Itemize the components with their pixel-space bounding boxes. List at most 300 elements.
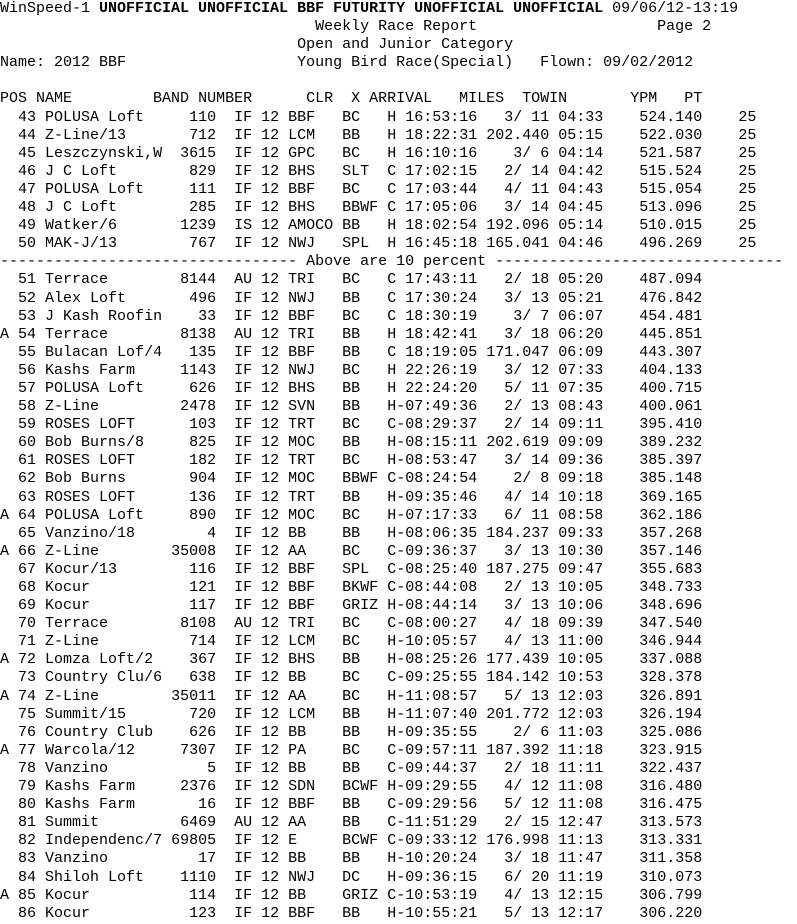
cell-clr: BC [342, 271, 388, 289]
cell-name: Bob Burns/8 [45, 434, 163, 452]
cell-miles: 3/ 14 [486, 452, 550, 470]
cell-pt [729, 760, 756, 777]
cell-pt [729, 706, 756, 723]
cell-clr: BC [342, 633, 388, 651]
cell-x: C- [387, 560, 406, 578]
cell-miles: 2/ 15 [486, 814, 550, 832]
cell-pt [729, 778, 756, 795]
cell-number: IF 12 BB [234, 669, 334, 687]
cell-pos: 76 [9, 723, 37, 741]
cell-name: Vanzino/18 [45, 524, 163, 542]
cell-clr: BC [342, 307, 388, 325]
cell-towin: 05:20 [558, 271, 604, 289]
table-row [0, 760, 797, 778]
cell-clr: BB [342, 524, 388, 542]
cell-flag [0, 235, 9, 252]
cell-x: C [387, 343, 406, 361]
cell-ypm: 337.088 [621, 651, 703, 669]
cell-flag: A [0, 741, 10, 759]
cell-name: Country Club [45, 723, 163, 741]
table-row [0, 344, 797, 362]
cell-flag [0, 597, 9, 614]
table-row [0, 145, 797, 163]
cell-miles: 4/ 13 [486, 633, 550, 651]
cell-miles: 2/ 14 [486, 162, 550, 180]
cell-miles: 165.041 [486, 235, 550, 253]
cell-flag [0, 163, 9, 180]
table-row [0, 688, 797, 706]
table-row [0, 905, 797, 923]
table-row [0, 127, 797, 145]
cell-clr: BB [342, 651, 388, 669]
cell-arrival: 08:00:27 [405, 615, 478, 633]
cell-x: C [387, 307, 406, 325]
column-header-band: BAND [153, 90, 199, 108]
cell-clr: BB [342, 488, 388, 506]
report-header-line-3 [0, 36, 797, 54]
cell-miles: 187.275 [486, 560, 550, 578]
cell-ypm: 347.540 [621, 615, 703, 633]
cell-name: Alex Loft [45, 289, 163, 307]
cell-towin: 11:11 [558, 759, 604, 777]
table-row [0, 271, 797, 289]
cell-towin: 10:53 [558, 669, 604, 687]
table-row [0, 470, 797, 488]
cell-miles: 2/ 13 [486, 579, 550, 596]
cell-pos: 56 [9, 361, 37, 379]
cell-ypm: 326.194 [621, 705, 703, 723]
cell-number: IF 12 BHS [234, 651, 334, 669]
cell-pos: 63 [9, 488, 37, 506]
cell-band: 8138 [171, 325, 217, 343]
cell-x: H- [387, 651, 406, 669]
cell-towin: 05:21 [558, 289, 604, 307]
cell-towin: 12:03 [558, 705, 604, 723]
page-number: Page 2 [657, 18, 712, 36]
cell-clr: BC [342, 506, 388, 524]
cell-clr: BB [342, 814, 388, 832]
table-row [0, 724, 797, 742]
cell-name: Z-Line [45, 398, 163, 416]
cell-ypm: 313.573 [621, 814, 703, 832]
table-row [0, 109, 797, 127]
cell-arrival: 08:15:11 [405, 434, 478, 452]
cell-flag [0, 633, 9, 650]
cell-ypm: 322.437 [621, 759, 703, 777]
cell-number: AU 12 TRI [234, 271, 334, 289]
table-row [0, 633, 797, 651]
cell-pt: 25 [729, 199, 757, 217]
cell-arrival: 18:22:31 [405, 126, 478, 144]
table-row [0, 398, 797, 416]
cell-clr: BC [342, 108, 388, 126]
cell-band: 17 [171, 850, 217, 868]
cell-pt [729, 452, 756, 469]
cell-pt [729, 742, 756, 759]
cell-x: H [387, 325, 406, 343]
cell-number: IF 12 BB [234, 723, 334, 741]
cell-number: IF 12 BBF [234, 904, 334, 922]
cell-pos: 62 [9, 470, 37, 488]
cell-pos: 69 [9, 597, 37, 615]
separator-label: Above are 10 percent [306, 253, 487, 271]
cell-flag [0, 724, 9, 741]
report-datetime: 09/06/12-13:19 [612, 0, 739, 17]
cell-towin: 10:05 [558, 579, 604, 596]
cell-ypm: 445.851 [621, 325, 703, 343]
cell-arrival: 17:05:06 [405, 199, 478, 217]
cell-pos: 78 [9, 759, 37, 777]
cell-number: IF 12 BBF [234, 343, 334, 361]
cell-name: J Kash Roofin [45, 307, 163, 325]
cell-band: 8108 [171, 615, 217, 633]
cell-pos: 74 [9, 687, 37, 705]
cell-miles: 184.237 [486, 524, 550, 542]
cell-miles: 3/ 7 [486, 307, 550, 325]
table-row [0, 525, 797, 543]
cell-x: C [387, 289, 406, 307]
table-row [0, 380, 797, 398]
cell-towin: 04:33 [558, 108, 604, 126]
cell-ypm: 357.146 [621, 542, 703, 560]
cell-x: H- [387, 687, 406, 705]
cell-flag [0, 109, 9, 126]
cell-x: H [387, 217, 406, 235]
cell-pos: 64 [9, 506, 37, 524]
cell-arrival: 09:44:37 [405, 759, 478, 777]
cell-towin: 11:08 [558, 796, 604, 814]
cell-arrival: 10:05:57 [405, 633, 478, 651]
cell-arrival: 08:25:26 [405, 651, 478, 669]
cell-pt [729, 489, 756, 506]
cell-x: C- [387, 416, 406, 434]
cell-name: MAK-J/13 [45, 235, 163, 253]
cell-pt [729, 308, 756, 325]
cell-x: H- [387, 398, 406, 416]
cell-pos: 79 [9, 778, 37, 796]
cell-clr: BC [342, 361, 388, 379]
cell-name: POLUSA Loft [45, 108, 163, 126]
cell-name: Vanzino [45, 759, 163, 777]
table-row [0, 235, 797, 253]
column-header-clr: CLR [306, 90, 352, 108]
cell-miles: 4/ 13 [486, 886, 550, 904]
cell-towin: 04:42 [558, 162, 604, 180]
cell-clr: BB [342, 325, 388, 343]
cell-miles: 176.998 [486, 832, 550, 850]
cell-x: H- [387, 705, 406, 723]
table-row [0, 326, 797, 344]
cell-arrival: 09:33:12 [405, 832, 478, 850]
column-header-pt: PT [684, 90, 703, 108]
unofficial-banner: UNOFFICIAL UNOFFICIAL BBF FUTURITY UNOFFICIAL UNOFFICIAL [99, 0, 604, 17]
cell-band: 2376 [171, 778, 217, 796]
cell-number: AU 12 AA [234, 814, 334, 832]
table-row [0, 163, 797, 181]
cell-miles: 187.392 [486, 741, 550, 759]
cell-pt [729, 290, 756, 307]
cell-towin: 04:14 [558, 144, 604, 162]
table-row [0, 778, 797, 796]
cell-arrival: 07:17:33 [405, 506, 478, 524]
cell-x: H- [387, 633, 406, 651]
cell-pos: 80 [9, 796, 37, 814]
cell-pt: 25 [729, 108, 757, 126]
cell-x: H- [387, 723, 406, 741]
cell-miles: 5/ 11 [486, 379, 550, 397]
cell-number: IF 12 TRT [234, 452, 334, 470]
cell-name: ROSES LOFT [45, 452, 163, 470]
cell-arrival: 18:42:41 [405, 325, 478, 343]
cell-clr: BC [342, 180, 388, 198]
cell-arrival: 18:30:19 [405, 307, 478, 325]
cell-name: Kocur [45, 886, 163, 904]
cell-towin: 09:18 [558, 470, 604, 488]
cell-towin: 10:06 [558, 597, 604, 615]
cell-x: C- [387, 615, 406, 633]
cell-arrival: 11:07:40 [405, 705, 478, 723]
cell-pt: 25 [729, 144, 757, 162]
cell-towin: 05:15 [558, 126, 604, 144]
cell-arrival: 07:49:36 [405, 398, 478, 416]
cell-pt [729, 398, 756, 415]
cell-ypm: 395.410 [621, 416, 703, 434]
cell-pt [729, 380, 756, 397]
cell-miles: 4/ 14 [486, 488, 550, 506]
cell-clr: BCWF [342, 778, 388, 796]
cell-name: Bulacan Lof/4 [45, 343, 163, 361]
cell-band: 496 [171, 289, 217, 307]
cell-clr: BC [342, 542, 388, 560]
cell-flag [0, 814, 9, 831]
cell-flag [0, 271, 9, 288]
cell-x: H- [387, 850, 406, 868]
cell-towin: 09:33 [558, 524, 604, 542]
column-header-miles: MILES [459, 90, 523, 108]
cell-towin: 12:47 [558, 814, 604, 832]
cell-ypm: 306.220 [621, 904, 703, 922]
table-row [0, 416, 797, 434]
cell-band: 8144 [171, 271, 217, 289]
cell-miles: 3/ 6 [486, 144, 550, 162]
table-row [0, 543, 797, 561]
cell-towin: 10:18 [558, 488, 604, 506]
cell-x: H [387, 126, 406, 144]
cell-flag [0, 470, 9, 487]
cell-miles: 3/ 18 [486, 325, 550, 343]
cell-name: Kocur [45, 579, 163, 596]
cell-arrival: 10:20:24 [405, 850, 478, 868]
cell-pos: 59 [9, 416, 37, 434]
cell-band: 111 [171, 180, 217, 198]
cell-pt [729, 905, 756, 922]
cell-clr: BB [342, 723, 388, 741]
cell-band: 2478 [171, 398, 217, 416]
cell-pos: 60 [9, 434, 37, 452]
cell-clr: BB [342, 398, 388, 416]
cell-clr: DC [342, 868, 388, 886]
table-row [0, 615, 797, 633]
cell-flag [0, 669, 9, 686]
cell-towin: 04:45 [558, 199, 604, 217]
cell-arrival: 16:45:18 [405, 235, 478, 253]
cell-pos: 71 [9, 633, 37, 651]
table-row [0, 597, 797, 615]
cell-ypm: 476.842 [621, 289, 703, 307]
cell-flag [0, 796, 9, 813]
cell-band: 1143 [171, 361, 217, 379]
cell-pos: 46 [9, 162, 37, 180]
cell-arrival: 11:08:57 [405, 687, 478, 705]
cell-pos: 73 [9, 669, 37, 687]
cell-pt [729, 326, 756, 343]
cell-arrival: 09:29:55 [405, 778, 478, 796]
cell-ypm: 325.086 [621, 723, 703, 741]
cell-clr: BB [342, 705, 388, 723]
cell-towin: 04:43 [558, 180, 604, 198]
cell-number: IF 12 MOC [234, 470, 334, 488]
cell-clr: GRIZ [342, 886, 388, 904]
cell-flag [0, 760, 9, 777]
cell-miles: 6/ 11 [486, 506, 550, 524]
cell-pos: 77 [9, 741, 37, 759]
cell-arrival: 18:02:54 [405, 217, 478, 235]
cell-number: IF 12 NWJ [234, 235, 334, 253]
cell-flag: A [0, 886, 10, 904]
table-row [0, 814, 797, 832]
cell-number: IF 12 GPC [234, 144, 334, 162]
cell-clr: BB [342, 796, 388, 814]
table-row [0, 887, 797, 905]
cell-number: IF 12 NWJ [234, 361, 334, 379]
cell-pt [729, 850, 756, 867]
cell-miles: 202.619 [486, 434, 550, 452]
cell-towin: 12:03 [558, 687, 604, 705]
table-row [0, 796, 797, 814]
table-row [0, 561, 797, 579]
cell-pos: 75 [9, 705, 37, 723]
cell-flag [0, 127, 9, 144]
cell-band: 890 [171, 506, 217, 524]
cell-x: C- [387, 832, 406, 850]
cell-flag [0, 850, 9, 867]
cell-band: 626 [171, 723, 217, 741]
cell-name: Vanzino [45, 850, 163, 868]
cell-name: POLUSA Loft [45, 506, 163, 524]
cell-clr: BB [342, 759, 388, 777]
cell-x: H [387, 379, 406, 397]
cell-arrival: 17:30:24 [405, 289, 478, 307]
table-row [0, 452, 797, 470]
cell-x: C [387, 271, 406, 289]
cell-pos: 55 [9, 343, 37, 361]
cell-band: 116 [171, 560, 217, 578]
cell-pos: 82 [9, 832, 37, 850]
cell-x: C- [387, 814, 406, 832]
cell-clr: SPL [342, 560, 388, 578]
column-header-number: NUMBER [198, 90, 307, 108]
cell-ypm: 443.307 [621, 343, 703, 361]
cell-flag [0, 905, 9, 922]
cell-arrival: 10:55:21 [405, 904, 478, 922]
cell-band: 904 [171, 470, 217, 488]
cell-flag: A [0, 651, 10, 669]
cell-miles: 2/ 6 [486, 723, 550, 741]
cell-name: Leszczynski,W [45, 144, 163, 162]
cell-miles: 2/ 18 [486, 759, 550, 777]
cell-miles: 3/ 14 [486, 199, 550, 217]
cell-miles: 5/ 12 [486, 796, 550, 814]
cell-name: Country Clu/6 [45, 669, 163, 687]
cell-arrival: 09:57:11 [405, 741, 478, 759]
flown-date: 09/02/2012 [603, 54, 694, 72]
cell-pos: 67 [9, 560, 37, 578]
cell-flag [0, 579, 9, 596]
cell-towin: 05:14 [558, 217, 604, 235]
cell-pt [729, 416, 756, 433]
cell-arrival: 08:44:08 [405, 579, 478, 596]
cell-name: Z-Line/13 [45, 126, 163, 144]
cell-band: 1239 [171, 217, 217, 235]
cell-arrival: 16:53:16 [405, 108, 478, 126]
table-row [0, 489, 797, 507]
cell-name: Kashs Farm [45, 778, 163, 796]
cell-flag [0, 706, 9, 723]
cell-number: IF 12 SDN [234, 778, 334, 796]
cell-arrival: 22:26:19 [405, 361, 478, 379]
cell-pos: 85 [9, 886, 37, 904]
cell-ypm: 357.268 [621, 524, 703, 542]
cell-clr: BC [342, 741, 388, 759]
cell-number: IF 12 BBF [234, 597, 334, 615]
cell-x: C- [387, 542, 406, 560]
report-header-line-2 [0, 18, 797, 36]
cell-band: 182 [171, 452, 217, 470]
cell-clr: BC [342, 687, 388, 705]
cell-ypm: 487.094 [621, 271, 703, 289]
cell-number: IF 12 BHS [234, 379, 334, 397]
cell-miles: 3/ 13 [486, 542, 550, 560]
cell-number: IF 12 BBF [234, 307, 334, 325]
cell-clr: BBWF [342, 199, 388, 217]
race-name: Young Bird Race(Special) [297, 54, 514, 72]
cell-name: ROSES LOFT [45, 416, 163, 434]
cell-clr: BBWF [342, 470, 388, 488]
cell-miles: 3/ 12 [486, 361, 550, 379]
cell-flag: A [0, 542, 10, 560]
cell-towin: 10:05 [558, 651, 604, 669]
cell-towin: 10:30 [558, 542, 604, 560]
ten-percent-separator: --------------------------------- Above are 10 percent -------------------------------- [0, 253, 784, 271]
cell-pt [729, 271, 756, 288]
cell-clr: BB [342, 126, 388, 144]
cell-ypm: 346.944 [621, 633, 703, 651]
cell-arrival: 09:29:56 [405, 796, 478, 814]
cell-name: Lomza Loft/2 [45, 651, 163, 669]
report-header-line-1 [0, 0, 797, 18]
column-header-ypm: YPM [630, 90, 685, 108]
cell-arrival: 08:25:40 [405, 560, 478, 578]
cell-flag [0, 308, 9, 325]
cell-flag [0, 452, 9, 469]
results-table [0, 109, 797, 923]
cell-towin: 04:46 [558, 235, 604, 253]
cell-flag: A [0, 687, 10, 705]
cell-band: 103 [171, 416, 217, 434]
column-header-arrival: ARRIVAL [369, 90, 460, 108]
cell-number: IF 12 TRT [234, 488, 334, 506]
cell-miles: 4/ 12 [486, 778, 550, 796]
